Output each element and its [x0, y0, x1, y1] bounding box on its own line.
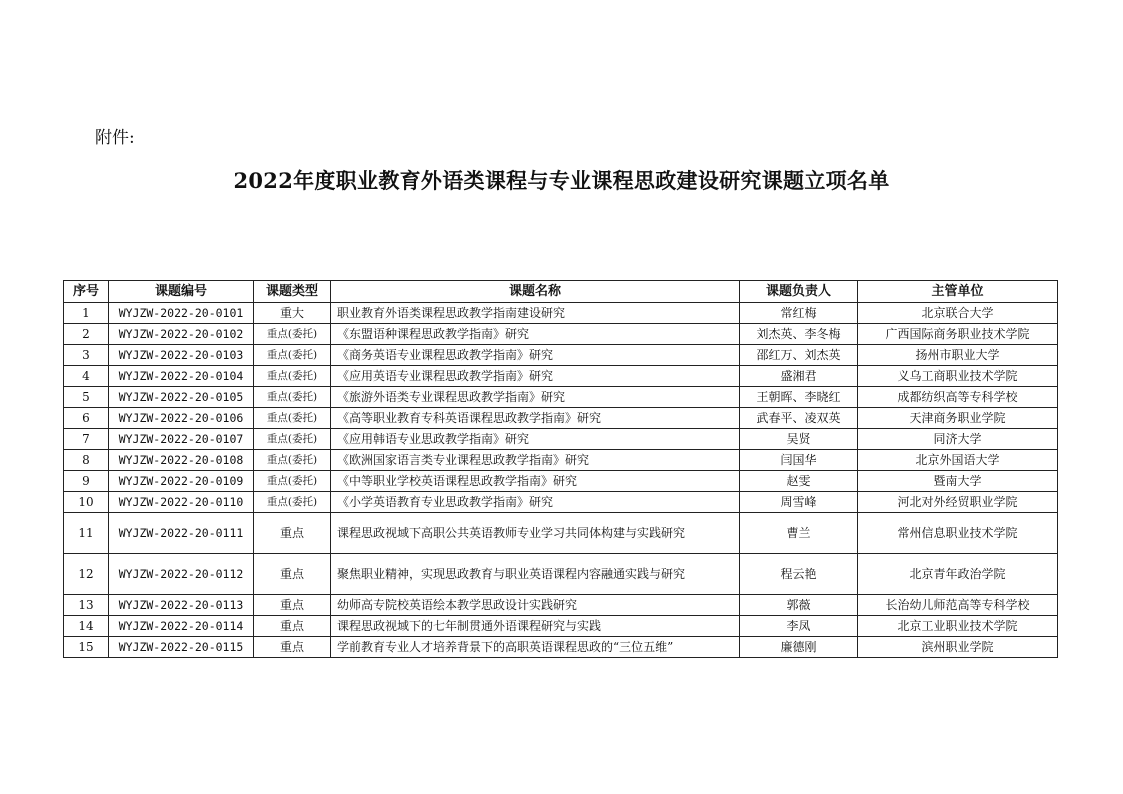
cell-lead: 常红梅: [740, 303, 858, 324]
table-row: [64, 345, 1058, 366]
cell-seq: 5: [64, 387, 109, 408]
cell-unit: 河北对外经贸职业学院: [858, 492, 1058, 513]
cell-seq: 9: [64, 471, 109, 492]
cell-type: 重点(委托): [254, 366, 331, 387]
cell-name: 职业教育外语类课程思政教学指南建设研究: [331, 303, 740, 324]
table-row: [64, 637, 1058, 658]
cell-name: 《高等职业教育专科英语课程思政教学指南》研究: [331, 408, 740, 429]
cell-code: WYJZW-2022-20-0113: [109, 595, 254, 616]
cell-name: 聚焦职业精神，实现思政教育与职业英语课程内容融通实践与研究: [331, 554, 740, 595]
cell-name: 《小学英语教育专业思政教学指南》研究: [331, 492, 740, 513]
cell-lead: 廉德刚: [740, 637, 858, 658]
cell-type: 重点: [254, 595, 331, 616]
cell-lead: 程云艳: [740, 554, 858, 595]
header-name: 课题名称: [331, 281, 740, 303]
cell-code: WYJZW-2022-20-0109: [109, 471, 254, 492]
cell-lead: 盛湘君: [740, 366, 858, 387]
attachment-label: 附件:: [95, 128, 135, 148]
cell-unit: 广西国际商务职业技术学院: [858, 324, 1058, 345]
header-unit: 主管单位: [858, 281, 1058, 303]
cell-name: 《中等职业学校英语课程思政教学指南》研究: [331, 471, 740, 492]
cell-name: 学前教育专业人才培养背景下的高职英语课程思政的“三位五维”: [331, 637, 740, 658]
cell-type: 重点(委托): [254, 324, 331, 345]
cell-unit: 天津商务职业学院: [858, 408, 1058, 429]
cell-code: WYJZW-2022-20-0110: [109, 492, 254, 513]
cell-seq: 4: [64, 366, 109, 387]
cell-lead: 闫国华: [740, 450, 858, 471]
cell-lead: 武春平、凌双英: [740, 408, 858, 429]
cell-seq: 1: [64, 303, 109, 324]
table-row: [64, 616, 1058, 637]
cell-name: 《东盟语种课程思政教学指南》研究: [331, 324, 740, 345]
cell-type: 重点(委托): [254, 429, 331, 450]
cell-seq: 14: [64, 616, 109, 637]
cell-lead: 吴贤: [740, 429, 858, 450]
table-row: [64, 366, 1058, 387]
project-list-table: [63, 280, 1058, 658]
cell-lead: 王朝晖、李晓红: [740, 387, 858, 408]
cell-name: 《旅游外语类专业课程思政教学指南》研究: [331, 387, 740, 408]
cell-type: 重点: [254, 616, 331, 637]
cell-code: WYJZW-2022-20-0103: [109, 345, 254, 366]
table-row: [64, 303, 1058, 324]
cell-type: 重点(委托): [254, 387, 331, 408]
cell-unit: 北京青年政治学院: [858, 554, 1058, 595]
table-row: [64, 554, 1058, 595]
header-type: 课题类型: [254, 281, 331, 303]
table-row: [64, 595, 1058, 616]
cell-code: WYJZW-2022-20-0104: [109, 366, 254, 387]
cell-unit: 扬州市职业大学: [858, 345, 1058, 366]
cell-code: WYJZW-2022-20-0108: [109, 450, 254, 471]
cell-type: 重点(委托): [254, 450, 331, 471]
table-row: [64, 429, 1058, 450]
table-row: [64, 513, 1058, 554]
cell-type: 重点: [254, 637, 331, 658]
cell-code: WYJZW-2022-20-0115: [109, 637, 254, 658]
cell-seq: 2: [64, 324, 109, 345]
cell-seq: 7: [64, 429, 109, 450]
table-row: [64, 408, 1058, 429]
header-seq: 序号: [64, 281, 109, 303]
cell-name: 《应用英语专业课程思政教学指南》研究: [331, 366, 740, 387]
cell-type: 重点(委托): [254, 471, 331, 492]
table-row: [64, 324, 1058, 345]
cell-seq: 10: [64, 492, 109, 513]
cell-unit: 暨南大学: [858, 471, 1058, 492]
cell-lead: 刘杰英、李冬梅: [740, 324, 858, 345]
cell-seq: 3: [64, 345, 109, 366]
cell-unit: 义乌工商职业技术学院: [858, 366, 1058, 387]
cell-lead: 赵雯: [740, 471, 858, 492]
cell-lead: 李凤: [740, 616, 858, 637]
cell-unit: 滨州职业学院: [858, 637, 1058, 658]
table-row: [64, 387, 1058, 408]
cell-seq: 8: [64, 450, 109, 471]
cell-code: WYJZW-2022-20-0107: [109, 429, 254, 450]
cell-code: WYJZW-2022-20-0101: [109, 303, 254, 324]
cell-unit: 长治幼儿师范高等专科学校: [858, 595, 1058, 616]
cell-name: 课程思政视域下高职公共英语教师专业学习共同体构建与实践研究: [331, 513, 740, 554]
cell-name: 《应用韩语专业思政教学指南》研究: [331, 429, 740, 450]
cell-code: WYJZW-2022-20-0112: [109, 554, 254, 595]
cell-type: 重点(委托): [254, 492, 331, 513]
cell-unit: 常州信息职业技术学院: [858, 513, 1058, 554]
cell-seq: 12: [64, 554, 109, 595]
cell-name: 幼师高专院校英语绘本教学思政设计实践研究: [331, 595, 740, 616]
cell-lead: 邵红万、刘杰英: [740, 345, 858, 366]
cell-unit: 成都纺织高等专科学校: [858, 387, 1058, 408]
cell-type: 重点(委托): [254, 345, 331, 366]
cell-code: WYJZW-2022-20-0111: [109, 513, 254, 554]
cell-type: 重点: [254, 554, 331, 595]
table-header-row: [64, 281, 1058, 303]
cell-seq: 15: [64, 637, 109, 658]
cell-name: 课程思政视域下的七年制贯通外语课程研究与实践: [331, 616, 740, 637]
cell-name: 《欧洲国家语言类专业课程思政教学指南》研究: [331, 450, 740, 471]
cell-type: 重大: [254, 303, 331, 324]
cell-unit: 北京联合大学: [858, 303, 1058, 324]
table-row: [64, 450, 1058, 471]
cell-lead: 曹兰: [740, 513, 858, 554]
cell-unit: 同济大学: [858, 429, 1058, 450]
cell-seq: 6: [64, 408, 109, 429]
header-lead: 课题负责人: [740, 281, 858, 303]
table-row: [64, 471, 1058, 492]
cell-code: WYJZW-2022-20-0114: [109, 616, 254, 637]
cell-type: 重点(委托): [254, 408, 331, 429]
table-row: [64, 492, 1058, 513]
table-body: [64, 303, 1058, 658]
header-code: 课题编号: [109, 281, 254, 303]
cell-seq: 11: [64, 513, 109, 554]
cell-type: 重点: [254, 513, 331, 554]
cell-lead: 郭薇: [740, 595, 858, 616]
cell-unit: 北京工业职业技术学院: [858, 616, 1058, 637]
cell-lead: 周雪峰: [740, 492, 858, 513]
cell-seq: 13: [64, 595, 109, 616]
cell-code: WYJZW-2022-20-0105: [109, 387, 254, 408]
cell-name: 《商务英语专业课程思政教学指南》研究: [331, 345, 740, 366]
cell-code: WYJZW-2022-20-0102: [109, 324, 254, 345]
cell-code: WYJZW-2022-20-0106: [109, 408, 254, 429]
cell-unit: 北京外国语大学: [858, 450, 1058, 471]
document-title: 2022年度职业教育外语类课程与专业课程思政建设研究课题立项名单: [233, 168, 890, 193]
